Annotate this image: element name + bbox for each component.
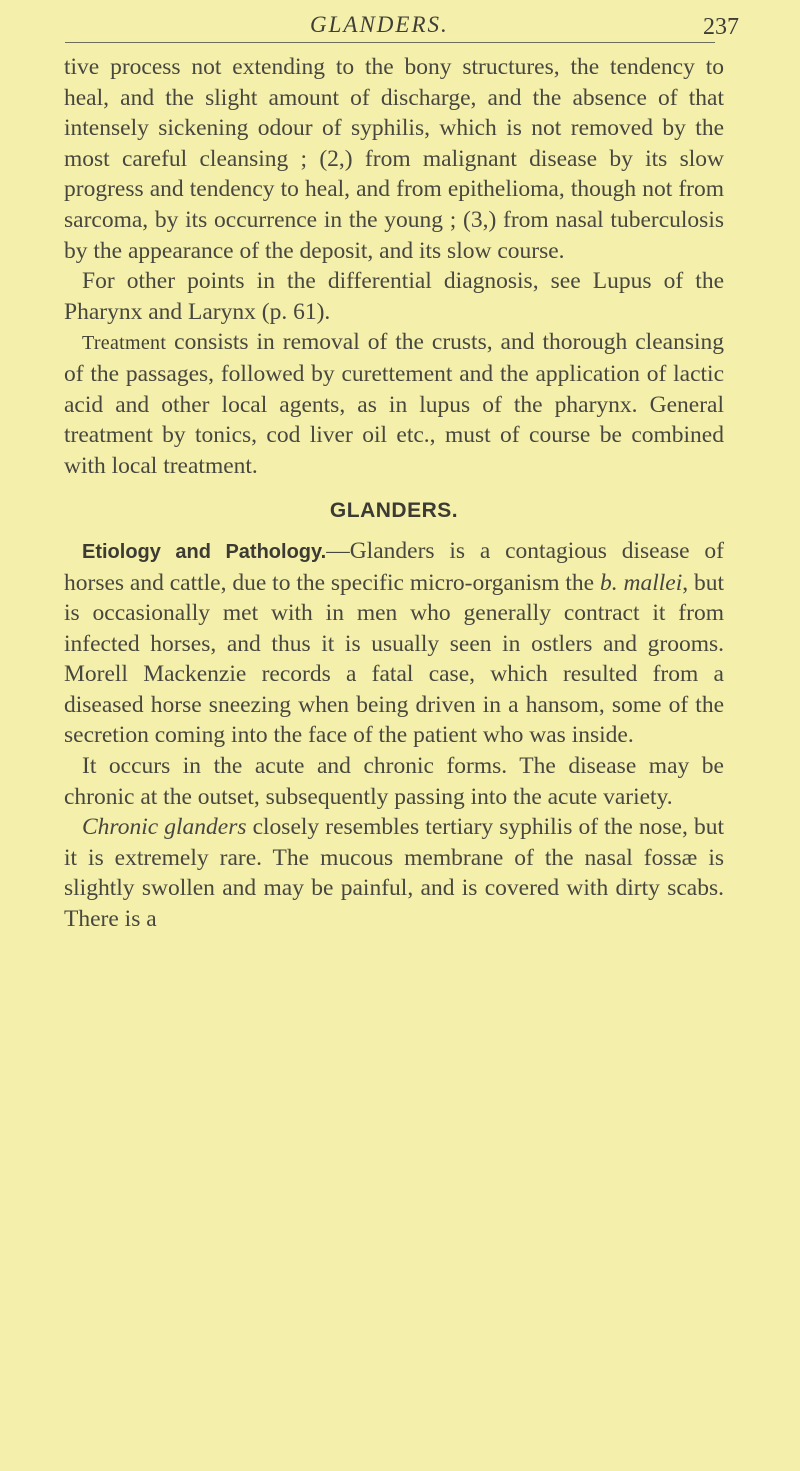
treatment-text: consists in removal of the crusts, and thorough cleansing of the passages, followed by curettement and the application of lactic acid and other local agents, as in lupus of the pharynx. General treatment by tonics, cod liver oil etc., must of course be combined with local treatment. [64,329,724,479]
paragraph-forms: It occurs in the acute and chronic forms. The disease may be chronic at the outset, subsequently passing into the acute variety. [64,753,724,810]
etiology-text-2: , but is occasionally met with in men who generally contract it from infected horses, and thus it is usually seen in ostlers and grooms. Morell Mackenzie records a fatal case, which resulted from a diseased horse sneezing when being driven in a hansom, some of the secretion coming into the face of the patient who was inside. [64,569,725,749]
treatment-lead: Treatment [82,332,167,355]
paragraph-etiology [64,536,724,751]
paragraph-chronic-glanders [64,812,724,934]
chronic-glanders-text: closely resembles tertiary syphilis of the nose, but it is extremely rare. The mucous membrane of the nasal fossæ is slightly swollen and may be painful, and is covered with dirty scabs. There is a [64,814,724,933]
etiology-text-1: —Glanders is a contagious disease of horses and cattle, due to the specific micro-organism the [64,537,724,596]
page-body [64,52,724,935]
running-head [0,6,800,46]
header-rule [65,42,715,43]
etiology-organism: b. mallei [599,569,683,596]
page-number: 237 [703,14,739,40]
paragraph-differential-diagnosis: tive process not extending to the bony structures, the tendency to heal, and the slight amount of discharge, and the absence of that intensely sickening odour of syphilis, which is not removed by the most careful cleansing ; (2,) from malignant disease by its slow progress and tendency to heal, and from epithelioma, though not from sarcoma, by its occurrence in the young ; (3,) from nasal tuberculosis by the appearance of the deposit, and its slow course. [64,54,724,264]
chronic-glanders-lead: Chronic glanders [82,814,247,841]
running-head-title: GLANDERS. [310,12,449,37]
etiology-lead: Etiology and Pathology. [82,540,327,563]
section-heading-glanders: GLANDERS. [329,499,459,523]
paragraph-treatment [64,327,724,481]
paragraph-other-points: For other points in the differential diagnosis, see Lupus of the Pharynx and Larynx (p. 61). [64,268,724,325]
